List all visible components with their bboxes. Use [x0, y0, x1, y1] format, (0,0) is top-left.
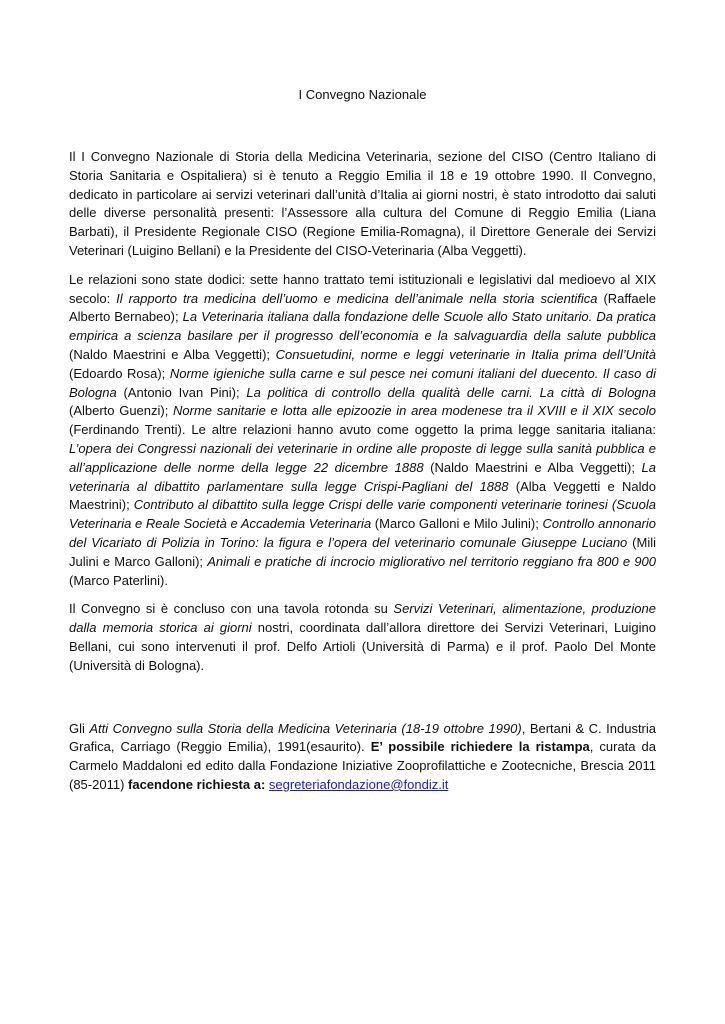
- italic-title-text: La Veterinaria italiana dalla fondazione delle Scuole allo Stato unitario. Da pratica empirica a scienza basilare per il progresso dell’economia e la salvaguardia della salute pubblica: [69, 309, 657, 344]
- body-text: (Antonio Ivan Pini);: [116, 384, 247, 400]
- paragraph-relazioni: [69, 271, 656, 591]
- italic-title-text: La politica di controllo della qualità delle carni. La città di Bologna: [246, 384, 656, 400]
- body-text: nostri, coordinata dall’allora direttore dei Servizi Veterinari, Luigino Bellani, cui sono intervenuti il prof. Delfo Artioli (Università di Parma) e il prof. Paolo Del Monte (Università di Bologna).: [69, 620, 656, 673]
- bold-text: E’ possibile richiedere la ristampa: [370, 739, 590, 755]
- body-text: (Naldo Maestrini e Alba Veggetti);: [423, 459, 642, 475]
- italic-title-text: Controllo annonario del Vicariato di Polizia in Torino: la figura e l’opera del veterinario comunale Giuseppe Luciano: [69, 516, 656, 550]
- body-text: , Bertani & C. Industria Grafica, Carriago (Reggio Emilia), 1991(esaurito).: [69, 720, 657, 755]
- document-body: [69, 148, 656, 805]
- body-text: (Raffaele Alberto Bernabeo);: [69, 290, 656, 325]
- page-title: I Convegno Nazionale: [298, 87, 427, 102]
- body-text: (Alba Veggetti e Naldo Maestrini);: [69, 478, 656, 513]
- paragraph-intro: [69, 148, 656, 261]
- italic-title-text: Atti Convegno sulla Storia della Medicina Veterinaria (18-19 ottobre 1990): [89, 720, 522, 736]
- body-text: (Alberto Guenzi);: [69, 403, 174, 419]
- italic-title-text: Animali e pratiche di incrocio migliorativo nel territorio reggiano fra 800 e 900: [207, 553, 656, 569]
- paragraph-atti: [69, 720, 656, 795]
- email-link[interactable]: segreteriafondazione@fondiz.it: [268, 776, 449, 792]
- paragraph-tavola-rotonda: [69, 600, 656, 675]
- body-text: Il Convegno si è concluso con una tavola rotonda su: [69, 601, 394, 617]
- italic-title-text: Norme igieniche sulla carne e sul pesce nei comuni italiani del duecento. Il caso di Bologna: [69, 365, 656, 400]
- body-text: Le relazioni sono state dodici: sette hanno trattato temi istituzionali e legislativi dal medioevo al XIX secolo:: [69, 271, 656, 306]
- italic-title-text: La veterinaria al dibattito parlamentare sulla legge Crispi-Pagliani del 1888: [69, 459, 656, 494]
- body-text: (Naldo Maestrini e Alba Veggetti);: [69, 346, 276, 362]
- italic-title-text: Contributo al dibattito sulla legge Crispi delle varie componenti veterinarie torinesi (Scuola Veterinaria e Reale Società e Accademia Veterinaria: [69, 497, 656, 532]
- body-text: (Edoardo Rosa);: [69, 365, 170, 381]
- body-text: Gli: [69, 720, 90, 736]
- italic-title-text: Il rapporto tra medicina dell’uomo e medicina dell’animale nella storia scientifica: [116, 290, 598, 306]
- italic-title-text: Consuetudini, norme e leggi veterinarie in Italia prima dell’Unità: [275, 346, 656, 362]
- italic-title-text: Servizi Veterinari, alimentazione, produzione dalla memoria storica ai giorni: [69, 601, 656, 636]
- body-text: (Marco Paterlini).: [69, 572, 168, 588]
- body-text: , curata da Carmelo Maddaloni ed edito dalla Fondazione Iniziative Zooprofilattiche e Zootecniche, Brescia 2011 (85-2011): [69, 739, 656, 792]
- italic-title-text: L’opera dei Congressi nazionali dei veterinarie in ordine alle proposte di legge sulla sanità pubblica e all’applicazione delle norme della legge 22 dicembre 1888: [69, 440, 656, 475]
- italic-title-text: Norme sanitarie e lotta alle epizoozie in area modenese tra il XVIII e il XIX secolo: [173, 403, 656, 419]
- body-text: (Ferdinando Trenti). Le altre relazioni hanno avuto come oggetto la prima legge sanitaria italiana:: [69, 422, 656, 438]
- body-text: (Mili Julini e Marco Galloni);: [69, 534, 656, 569]
- bold-text: facendone richiesta a:: [128, 776, 269, 792]
- body-text: Il I Convegno Nazionale di Storia della Medicina Veterinaria, sezione del CISO (Centro Italiano di Storia Sanitaria e Ospitaliera) si è tenuto a Reggio Emilia il 18 e 19 ottobre 1990. Il Convegno, dedicato in particolare ai servizi veterinari dall’unità d’Italia ai giorni nostri, è stato introdotto dai saluti delle diverse personalità presenti: l’Assessore alla cultura del Comune di Reggio Emilia (Liana Barbati), il Presidente Regionale CISO (Regione Emilia-Romagna), il Direttore Generale dei Servizi Veterinari (Luigino Bellani) e la Presidente del CISO-Veterinaria (Alba Veggetti).: [69, 149, 656, 258]
- body-text: (Marco Galloni e Milo Julini);: [371, 516, 543, 532]
